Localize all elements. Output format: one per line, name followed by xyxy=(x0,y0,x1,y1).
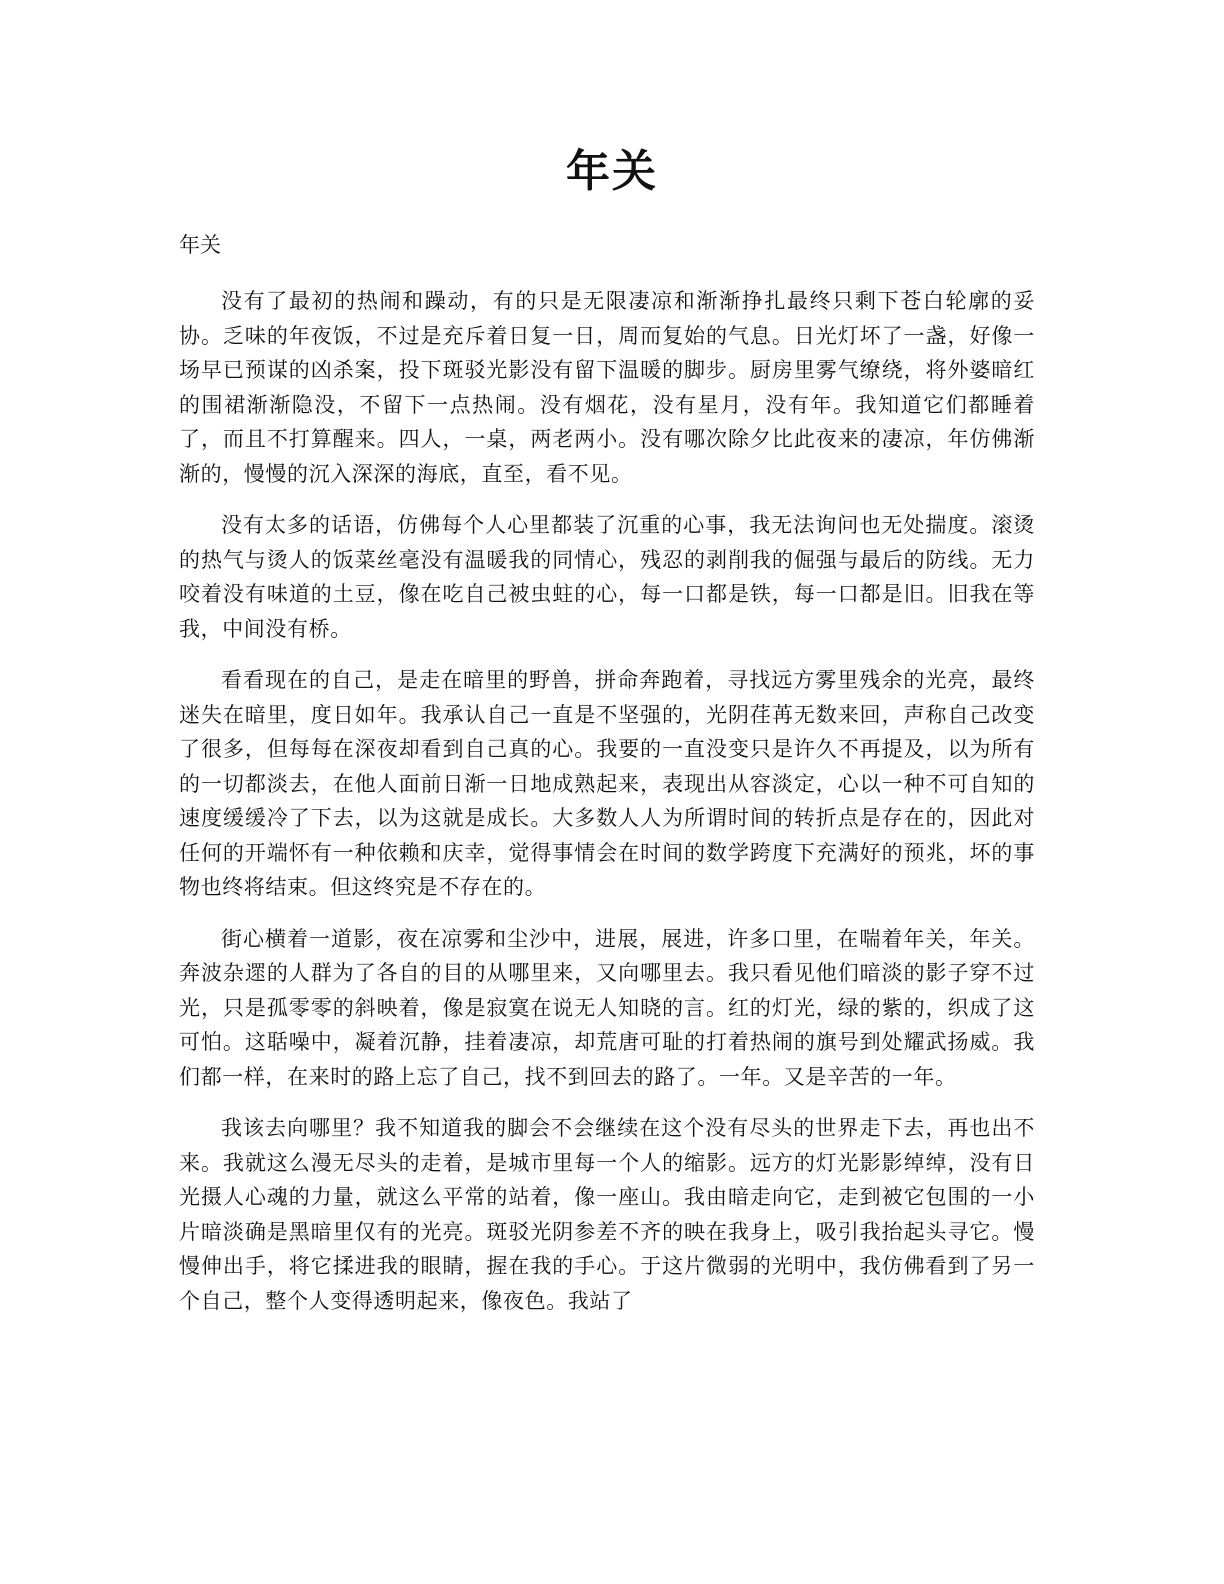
paragraph-3: 看看现在的自己，是走在暗里的野兽，拼命奔跑着，寻找远方雾里残余的光亮，最终迷失在暗里，度日如年。我承认自己一直是不坚强的，光阴荏苒无数来回，声称自己改变了很多，但每每在深夜却看到自己真的心。我要的一直没变只是许久不再提及，以为所有的一切都淡去，在他人面前日渐一日地成熟起来，表现出从容淡定，心以一种不可自知的速度缓缓冷了下去，以为这就是成长。大多数人人为所谓时间的转折点是存在的，因此对任何的开端怀有一种依赖和庆幸，觉得事情会在时间的数学跨度下充满好的预兆，坏的事物也终将结束。但这终究是不存在的。 xyxy=(179,668,1035,899)
paragraph-1: 没有了最初的热闹和躁动，有的只是无限凄凉和渐渐挣扎最终只剩下苍白轮廓的妥协。乏味的年夜饭，不过是充斥着日复一日，周而复始的气息。日光灯坏了一盏，好像一场早已预谋的凶杀案，投下斑驳光影没有留下温暖的脚步。厨房里雾气缭绕，将外婆暗红的围裙渐渐隐没，不留下一点热闹。没有烟花，没有星月，没有年。我知道它们都睡着了，而且不打算醒来。四人，一桌，两老两小。没有哪次除夕比此夜来的凄凉，年仿佛渐渐的，慢慢的沉入深深的海底，直至，看不见。 xyxy=(179,289,1035,486)
paragraph-4: 街心横着一道影，夜在凉雾和尘沙中，进展，展进，许多口里，在喘着年关，年关。奔波杂遝的人群为了各自的目的从哪里来，又向哪里去。我只看见他们暗淡的影子穿不过光，只是孤零零的斜映着，像是寂寞在说无人知晓的言。红的灯光，绿的紫的，织成了这可怕。这聒噪中，凝着沉静，挂着凄凉，却荒唐可耻的打着热闹的旗号到处耀武扬威。我们都一样，在来时的路上忘了自己，找不到回去的路了。一年。又是辛苦的一年。 xyxy=(179,926,1035,1089)
paragraph-5: 我该去向哪里？我不知道我的脚会不会继续在这个没有尽头的世界走下去，再也出不来。我就这么漫无尽头的走着，是城市里每一个人的缩影。远方的灯光影影绰绰，没有日光摄人心魂的力量，就这么平常的站着，像一座山。我由暗走向它，走到被它包围的一小片暗淡确是黑暗里仅有的光亮。斑驳光阴参差不齐的映在我身上，吸引我抬起头寻它。慢慢伸出手，将它揉进我的眼睛，握在我的手心。于这片微弱的光明中，我仿佛看到了另一个自己，整个人变得透明起来，像夜色。我站了 xyxy=(179,1116,1035,1313)
subtitle: 年关 xyxy=(179,233,221,257)
paragraph-2: 没有太多的话语，仿佛每个人心里都装了沉重的心事，我无法询问也无处揣度。滚烫的热气与烫人的饭菜丝毫没有温暖我的同情心，残忍的剥削我的倔强与最后的防线。无力咬着没有味道的土豆，像在吃自己被虫蛀的心，每一口都是铁，每一口都是旧。旧我在等我，中间没有桥。 xyxy=(179,513,1035,641)
page-title: 年关 xyxy=(566,146,658,197)
article-body xyxy=(179,284,1035,1335)
